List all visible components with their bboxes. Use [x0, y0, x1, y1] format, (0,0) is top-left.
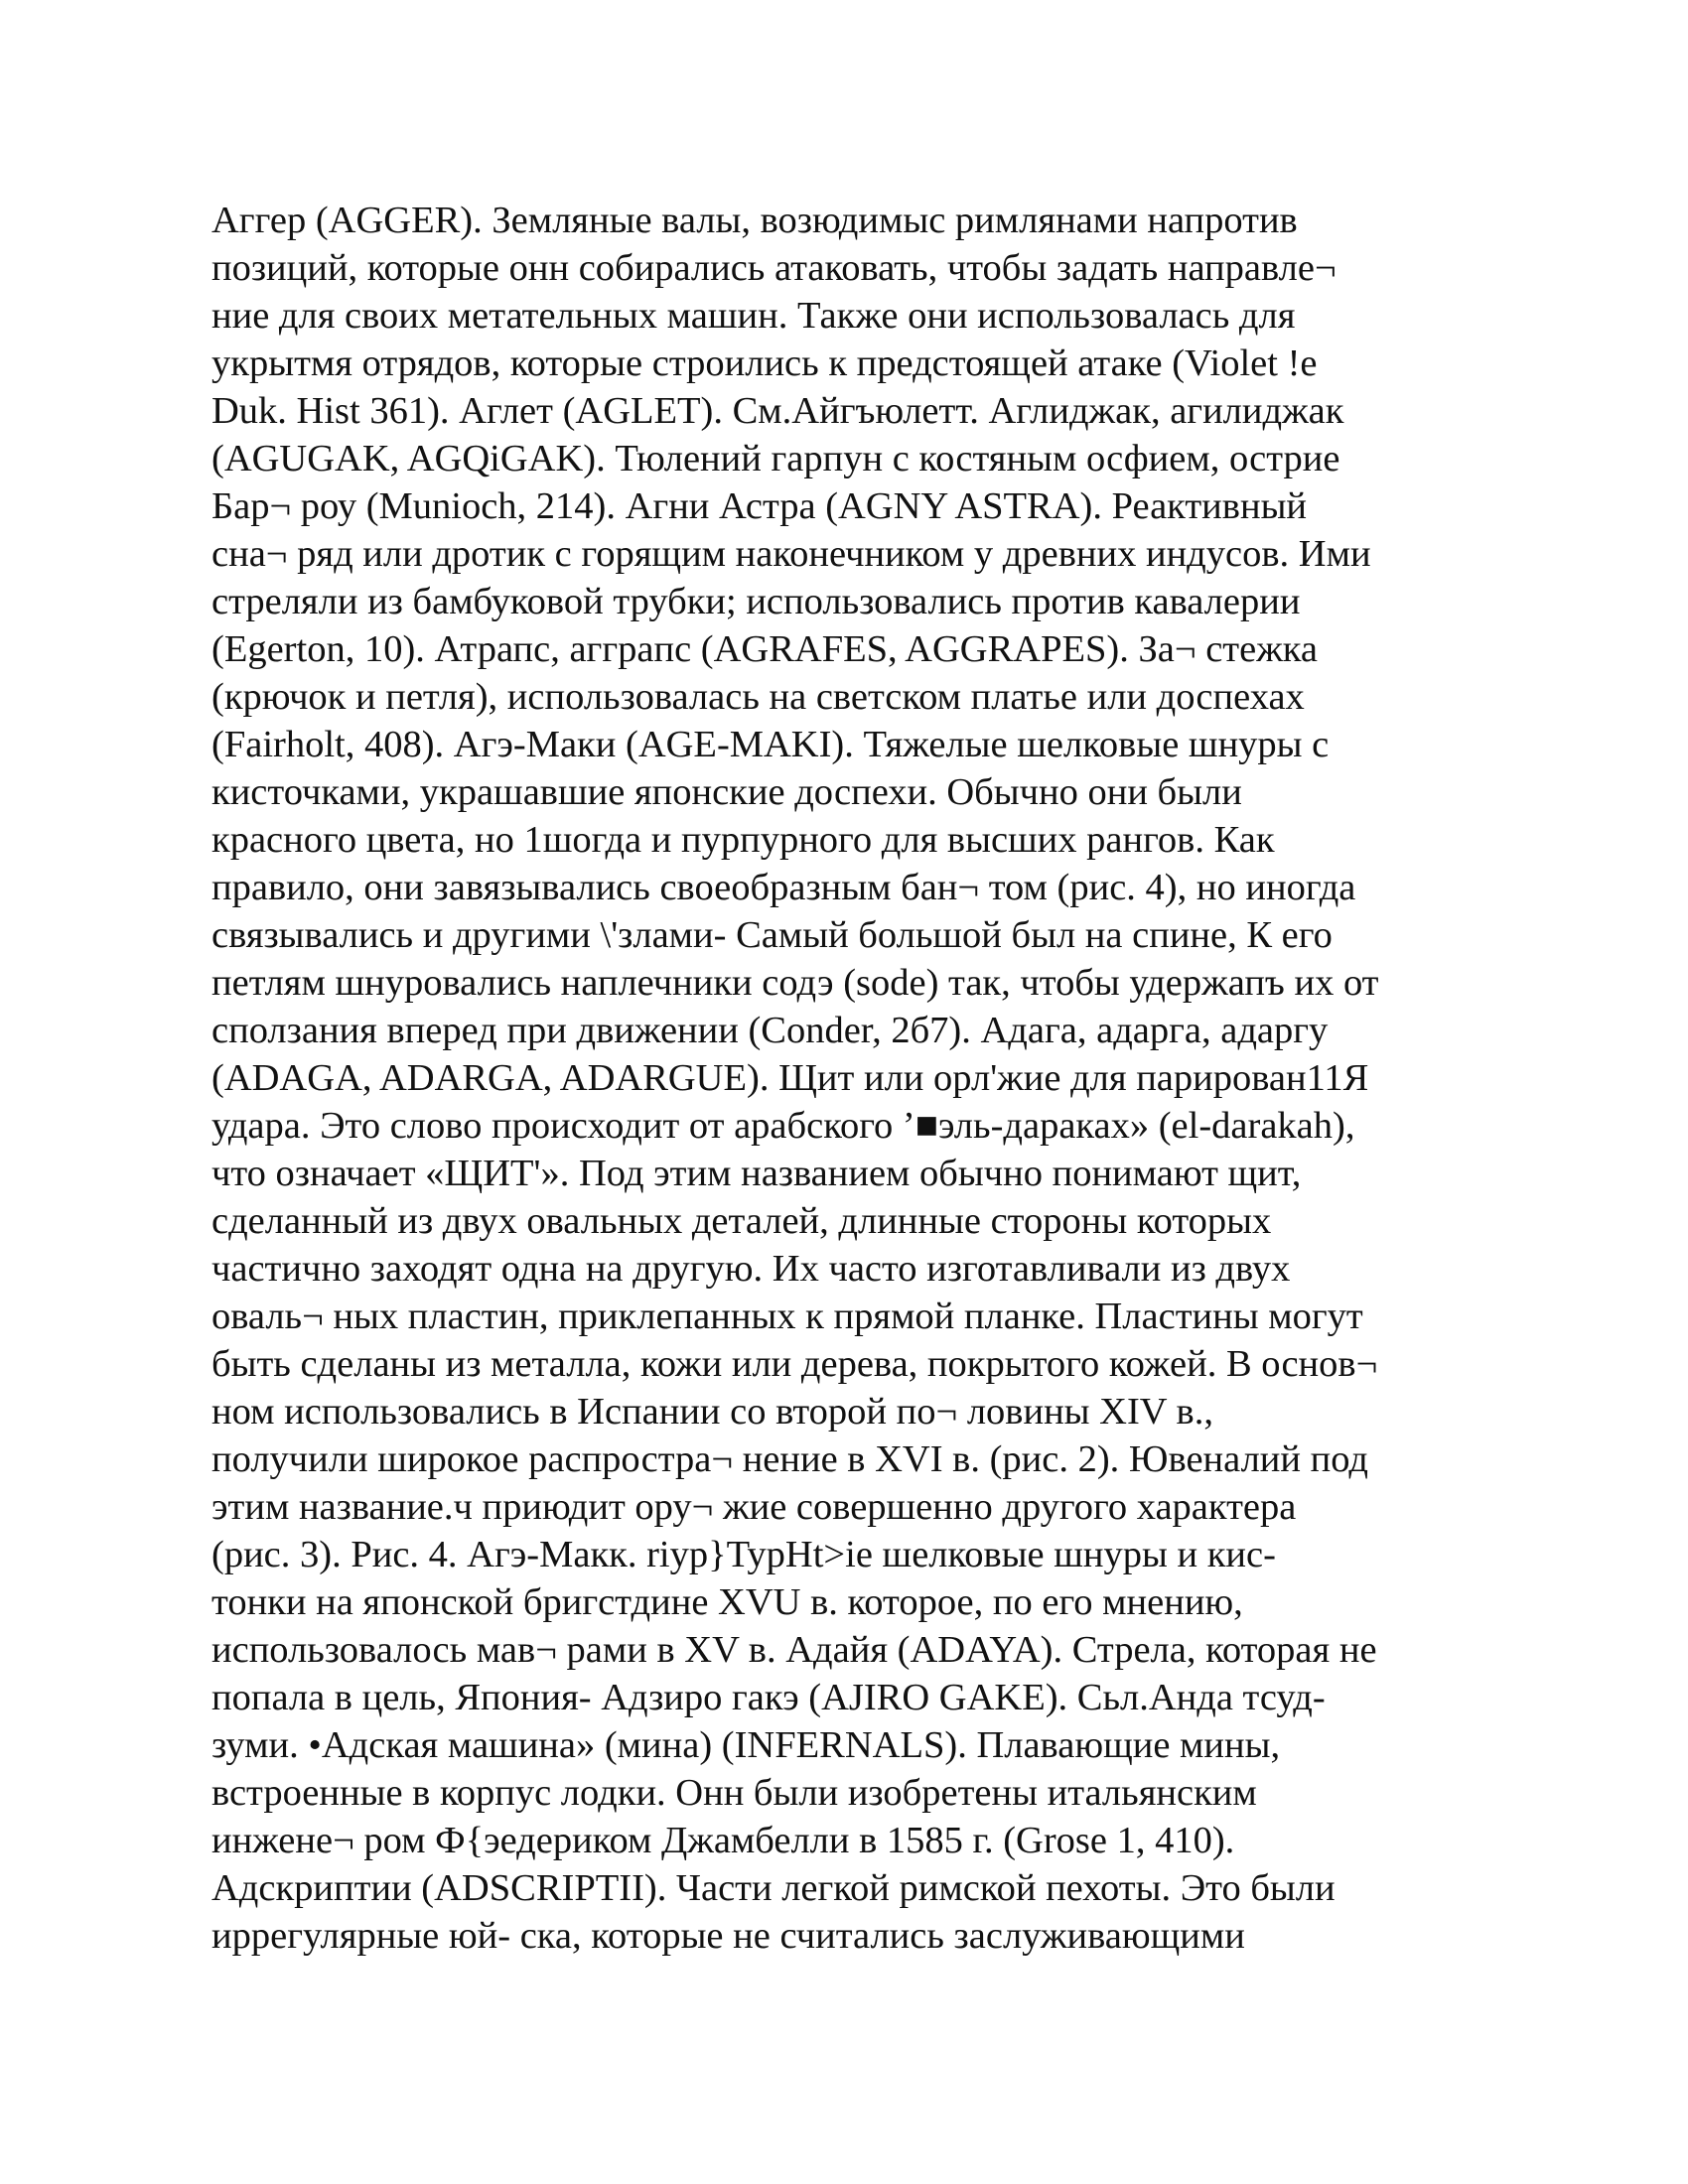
text-line: (AGUGAK, AGQiGAK). Тюлений гарпун с костяным осфием, острие: [211, 438, 1340, 479]
text-line: Duk. Hist 361). Аглет (AGLET). См.Айгъюлетт. Аглиджак, агилиджак: [211, 390, 1344, 432]
text-line: сна¬ ряд или дротик с горящим наконечником у древних индусов. Ими: [211, 533, 1371, 575]
text-line: связывались и другими \'злами- Самый большой был на спине, К его: [211, 914, 1333, 956]
text-line: красного цвета, но 1шогда и пурпурного для высших рангов. Как: [211, 819, 1275, 861]
text-line: использовалось мав¬ рами в XV в. Адайя (ADAYA). Стрела, которая не: [211, 1629, 1377, 1671]
text-line: правило, они завязывались своеобразным бан¬ том (рис. 4), но иногда: [211, 867, 1356, 908]
text-line: ние для своих метательных машин. Также они использовалась для: [211, 295, 1296, 337]
text-line: (Egerton, 10). Атрапс, аггрaпс (AGRAFES, AGGRAPES). За¬ стежка: [211, 628, 1318, 670]
text-line: (Fairholt, 408). Агэ-Маки (AGE-MAKI). Тяжелые шелковые шнуры с: [211, 724, 1330, 765]
text-line: встроенные в корпус лодки. Онн были изобретены итальянским: [211, 1772, 1257, 1814]
text-line: частично заходят одна на другую. Их часто изготавливали из двух: [211, 1248, 1291, 1290]
text-line: укрытмя отрядов, которые строились к предстоящей атаке (Violet !e: [211, 342, 1318, 384]
text-line: позиций, которые онн собирались атаковать, чтобы задать направле¬: [211, 247, 1336, 289]
text-line: (ADAGA, ADARGA, ADARGUE). Щит или орл'жие для парирован11Я: [211, 1057, 1369, 1099]
text-line: получили широкое распростра¬ нение в XVI в. (рис. 2). Ювеналий под: [211, 1438, 1368, 1480]
text-line: быть сделаны из металла, кожи или дерева, покрытого кожей. В основ¬: [211, 1343, 1378, 1385]
text-line: стреляли из бамбуковой трубки; использовались против кавалерии: [211, 581, 1301, 622]
text-line: зуми. •Адская машина» (мина) (INFERNALS). Плавающие мины,: [211, 1724, 1281, 1766]
text-line: кисточками, украшавшие японские доспехи. Обычно они были: [211, 771, 1242, 813]
body-text: [211, 197, 1502, 1960]
text-line: удара. Это слово происходит от арабского ’■эль-дараках» (el-darakah),: [211, 1105, 1355, 1147]
text-line: ном использовались в Испании со второй по¬ ловины XIV в.,: [211, 1391, 1213, 1433]
text-line: (рис. 3). Рис. 4. Агэ-Макк. riyp}TypHt>ie шелковые шнуры и кис-: [211, 1534, 1276, 1575]
text-line: что означает «ЩИТ'». Под этим названием обычно понимают щит,: [211, 1153, 1302, 1194]
text-line: инжене¬ ром Ф{эедериком Джамбелли в 1585 г. (Grose 1, 410).: [211, 1820, 1235, 1861]
text-line: сделанный из двух овальных деталей, длинные стороны которых: [211, 1200, 1272, 1242]
text-line: Аггер (AGGER). Земляные валы, возюдимыс римлянами напротив: [211, 200, 1298, 241]
text-line: Бар¬ роу (Munioch, 214). Агни Астра (AGNY ASTRA). Реактивный: [211, 485, 1308, 527]
text-line: (крючок и петля), использовалась на светском платье или доспехах: [211, 676, 1305, 718]
text-line: оваль¬ ных пластин, приклепанных к прямой планке. Пластины могут: [211, 1296, 1363, 1337]
text-line: петлям шнуровались наплечники содэ (sode) так, чтобы удержапъ их от: [211, 962, 1379, 1004]
text-line: этим название.ч приюдит ору¬ жие совершенно другого характера: [211, 1486, 1297, 1528]
text-line: иррегулярные юй- ска, которые не считались заслуживающими: [211, 1915, 1245, 1957]
text-line: тонки на японской бригстдине XVU в. которое, по его мнению,: [211, 1581, 1243, 1623]
text-line: сползания вперед при движении (Conder, 2б7). Адага, адарга, адаргу: [211, 1010, 1329, 1051]
text-line: попала в цель, Япония- Адзиро гакэ (AJIRO GAKE). Сьл.Анда тсуд-: [211, 1677, 1326, 1718]
text-line: Адскриптии (ADSCRIPTII). Части легкой римской пехоты. Это были: [211, 1867, 1336, 1909]
